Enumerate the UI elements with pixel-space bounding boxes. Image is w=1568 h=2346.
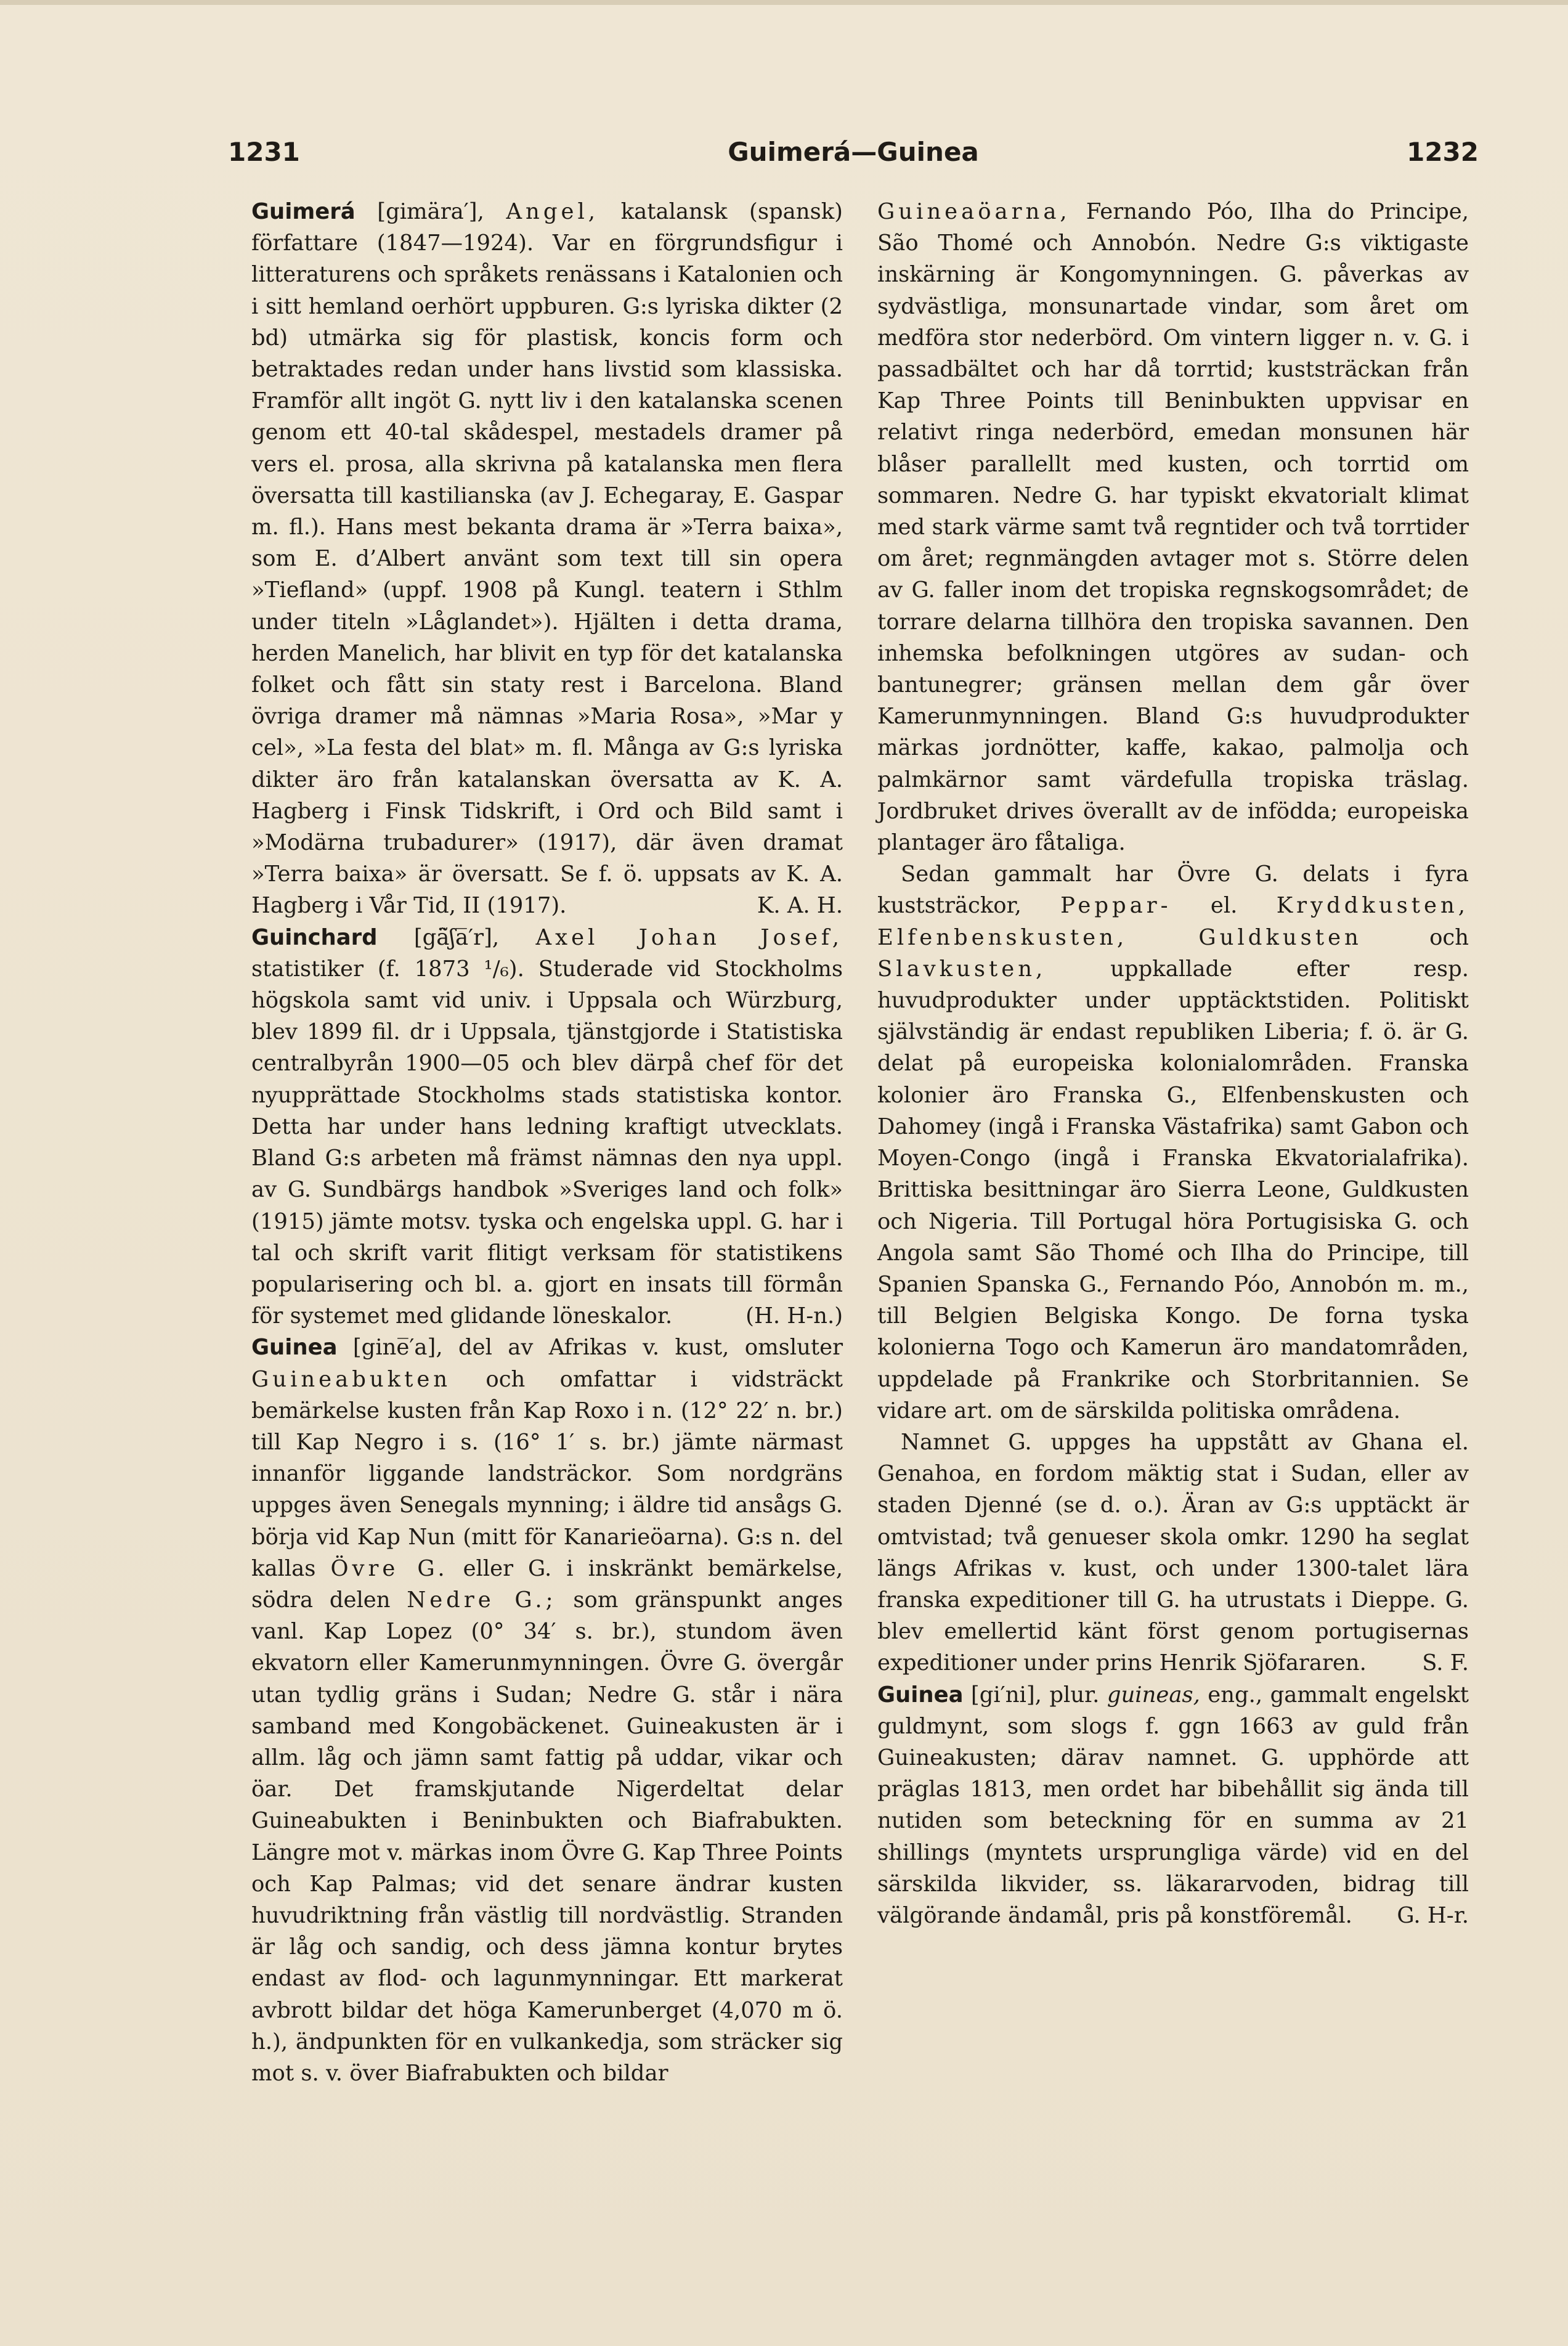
headword: Guinchard — [251, 924, 378, 950]
author-signature: (H. H-n.) — [745, 1303, 843, 1329]
author-signature: S. F. — [1422, 1650, 1469, 1676]
spaced-term: Guineaöarna, — [877, 199, 1071, 224]
pronunciation: [gi′ni], — [970, 1682, 1042, 1708]
headword: Guinea — [251, 1335, 338, 1361]
column-left — [251, 196, 843, 2089]
spaced-term: Kryddkusten, Elfenbenskusten, Guldkusten — [877, 893, 1469, 950]
article-text: Sedan gammalt har Övre G. delats i fyra kuststräckor, — [877, 861, 1469, 919]
spaced-term: Peppar- — [1060, 893, 1172, 919]
pronunciation: [gimära′], — [377, 199, 484, 224]
article-text: Fernando Póo, Ilha do Principe, São Thomé och Annobón. Nedre G:s viktigaste inskärning är Kongomynningen. G. påverkas av sydvästliga, monsunartade vindar, som året om medföra stor nederbörd. Om vintern ligger n. v. G. i passadbältet och har då torrtid; kuststräckan från Kap Three Points till Beninbukten uppvisar en relativt ringa nederbörd, emedan monsunen här blåser parallellt med kusten, och torrtid om sommaren. Nedre G. har typiskt ekvatorialt klimat med stark värme samt två regntider och två torrtider om året; regnmängden avtager mot s. Större delen av G. faller inom det tropiska regnskogsområdet; de torrare delarna tillhöra den tropiska savannen. Den inhemska befolkningen utgöres av sudan- och bantunegrer; gränsen mellan dem går över Kamerunmynningen. Bland G:s huvudprodukter märkas jordnötter, kaffe, kakao, palmolja och palmkärnor samt värdefulla tropiska träslag. Jordbruket drives överallt av de infödda; europeiska plantager äro fåtaliga. — [877, 199, 1469, 856]
author-signature: G. H-r. — [1397, 1902, 1469, 1928]
pronunciation: [gä̃ʃa̅′r], — [413, 924, 500, 950]
article-text: eng., gammalt engelskt guldmynt, som slogs f. ggn 1663 av guld från Guineakusten; därav namnet. G. upphörde att präglas 1813, men ordet har bibehållit sig ända till nutiden som beteckning för en summa av 21 shillings (myntets ursprungliga värde) vid en del särskilda likvider, ss. läkararvoden, bidrag till välgörande ändamål, pris på konstföremål. — [877, 1682, 1469, 1928]
page-number-right: 1232 — [1407, 137, 1479, 167]
headword: Guimerá — [251, 199, 355, 224]
column-right — [877, 196, 1469, 1931]
article-text: katalansk (spansk) författare (1847—1924). Var en förgrundsfigur i litteraturens och språkets renässans i Katalonien och i sitt hemland oerhört uppburen. G:s lyriska dikter (2 bd) utmärka sig för plastisk, koncis form och betraktades redan under hans livstid som klassiska. Framför allt ingöt G. nytt liv i den katalanska scenen genom ett 40-tal skådespel, mestadels dramer på vers el. prosa, alla skrivna på katalanska men flera översatta till kastilianska (av J. Echegaray, E. Gaspar m. fl.). Hans mest bekanta drama är »Terra baixa», som E. d’Albert använt som text till sin opera »Tiefland» (uppf. 1908 på Kungl. teatern i Sthlm under titeln »Låglandet»). Hjälten i detta drama, herden Manelich, har blivit en typ för det katalanska folket och fått sin staty rest i Barcelona. Bland övriga dramer må nämnas »Maria Rosa», »Mar y cel», »La festa del blat» m. fl. Många av G:s lyriska dikter äro från katalanskan översatta av K. A. Hagberg i Finsk Tidskrift, i Ord och Bild samt i »Modärna trubadurer» (1917), där även dramat »Terra baixa» är översatt. Se f. ö. uppsats av K. A. Hagberg i Vår Tid, II (1917). — [251, 199, 843, 919]
article-guinea-part1 — [251, 1332, 843, 2089]
spaced-term: Övre G. — [330, 1555, 449, 1581]
pronunciation: [gine̅′a], — [352, 1335, 443, 1361]
plural-form: guineas, — [1107, 1682, 1200, 1708]
article-text: eller G. i inskränkt bemärkelse, södra delen — [251, 1555, 843, 1613]
article-text: statistiker (f. 1873 ¹/₆). Studerade vid Stockholms högskola samt vid univ. i Uppsala och Würzburg, blev 1899 fil. dr i Uppsala, tjänstgjorde i Statistiska centralbyrån 1900—05 och blev därpå chef för det nyupprättade Stockholms stads statistiska kontor. Detta har under hans ledning kraftigt utvecklats. Bland G:s arbeten må främst nämnas den nya uppl. av G. Sundbärgs handbok »Sveriges land och folk» (1915) jämte motsv. tyska och engelska uppl. G. har i tal och skrift varit flitigt verksam för statistikens popularisering och bl. a. gjort en insats till förmån för systemet med glidande löneskalor. — [251, 956, 843, 1329]
spaced-term: Slavkusten, — [877, 956, 1047, 982]
spaced-term: Nedre G.; — [407, 1587, 557, 1613]
article-text: uppkallade efter resp. huvudprodukter under upptäcktstiden. Politiskt självständig är endast republiken Liberia; f. ö. är G. delat på europeiska kolonialområden. Franska kolonier äro Franska G., Elfenbenskusten och Dahomey (ingå i Franska Västafrika) samt Gabon och Moyen-Congo (ingå i Franska Ekvatorialafrika). Brittiska besittningar äro Sierra Leone, Guldkusten och Nigeria. Till Portugal höra Portugisiska G. och Angola samt São Thomé och Ilha do Principe, till Spanien Spanska G., Fernando Póo, Annobón m. m., till Belgien Belgiska Kongo. De forna tyska kolonierna Togo och Kamerun äro mandatområden, uppdelade på Frankrike och Storbritannien. Se vidare art. om de särskilda politiska områdena. — [877, 956, 1469, 1423]
headword: Guinea — [877, 1682, 964, 1708]
article-text: del av Afrikas v. kust, omsluter — [458, 1335, 843, 1361]
author-signature: K. A. H. — [757, 893, 843, 919]
spaced-term: Guineabukten — [251, 1366, 452, 1392]
plural-label: plur. — [1049, 1682, 1100, 1708]
article-text: och — [1429, 924, 1469, 950]
article-text: el. — [1210, 893, 1238, 919]
article-text: Namnet G. uppges ha uppstått av Ghana el. Genahoa, en fordom mäktig stat i Sudan, eller av staden Djenné (se d. o.). Äran av G:s upptäckt är omtvistad; två genueser skola omkr. 1290 ha seglat längs Afrikas v. kust, och under 1300-talet lära franska expeditioner till G. ha utrustats i Dieppe. G. blev emellertid känt först genom portugisernas expeditioner under prins Henrik Sjöfararen. — [877, 1429, 1469, 1676]
page-number-left: 1231 — [228, 137, 300, 167]
top-edge — [0, 0, 1568, 5]
article-text: som gränspunkt anges vanl. Kap Lopez (0° 34′ s. br.), stundom även ekvatorn eller Kamerunmynningen. Övre G. övergår utan tydlig gräns i Sudan; Nedre G. står i nära samband med Kongobäckenet. Guineakusten är i allm. låg och jämn samt fattig på uddar, vikar och öar. Det framskjutande Nigerdeltat delar Guineabukten i Beninbukten och Biafrabukten. Längre mot v. märkas inom Övre G. Kap Three Points och Kap Palmas; vid det senare ändrar kusten huvudriktning från västlig till nordvästlig. Stranden är låg och sandig, och dess jämna kontur brytes endast av flod- och lagunmynningar. Ett markerat avbrott bildar det höga Kamerunberget (4,070 m ö. h.), ändpunkten för en vulkankedja, som sträcker sig mot s. v. över Biafrabukten och bildar — [251, 1587, 843, 2086]
article-guinea-part2 — [877, 196, 1469, 1679]
given-name: Angel, — [506, 199, 599, 224]
article-text: och omfattar i vidsträckt bemärkelse kusten från Kap Roxo i n. (12° 22′ n. br.) till Kap Negro i s. (16° 1′ s. br.) jämte närmast innanför liggande landsträckor. Som nordgräns uppges även Senegals mynning; i äldre tid ansågs G. börja vid Kap Nun (mitt för Kanarieöarna). G:s n. del kallas — [251, 1366, 843, 1581]
given-name: Axel Johan Josef, — [535, 924, 843, 950]
article-guimera — [251, 196, 843, 922]
article-guinea-coin — [877, 1679, 1469, 1932]
article-guinchard — [251, 922, 843, 1332]
running-title: Guimerá—Guinea — [728, 137, 979, 167]
page-header — [228, 137, 1479, 174]
